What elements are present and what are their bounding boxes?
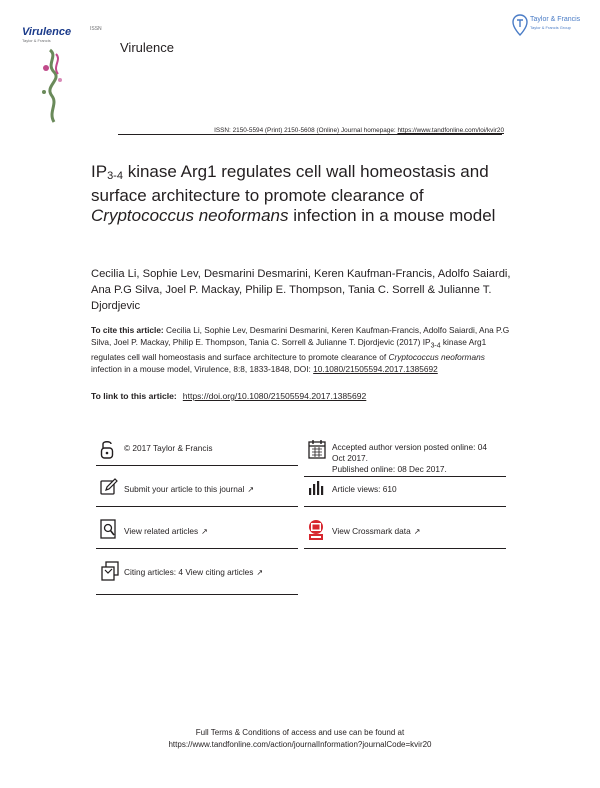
publication-dates (332, 442, 502, 475)
journal-homepage-link[interactable]: https://www.tandfonline.com/loi/kvir20 (397, 127, 504, 134)
submit-article-icon (100, 478, 118, 496)
box-divider (96, 548, 298, 549)
author-list: Cecilia Li, Sophie Lev, Desmarini Desmarini, Keren Kaufman-Francis, Adolfo Saiardi, Ana P.G Silva, Joel P. Mackay, Philip E. Thompson, Tania C. Sorrell & Julianne T. Djordjevic (91, 268, 511, 312)
external-link-icon: ↗ (256, 568, 264, 577)
accepted-date-line-1: Accepted author version posted online: 04 (332, 442, 487, 452)
article-link-line (91, 391, 511, 401)
external-link-icon: ↗ (247, 485, 255, 494)
calendar-icon (308, 439, 326, 459)
box-divider (304, 476, 506, 477)
publisher-logo-text: Taylor & Francis (530, 16, 581, 23)
published-date: Published online: 08 Dec 2017. (332, 464, 447, 474)
cover-brand-text: Virulence (22, 26, 72, 38)
publisher-logo-subtext: Taylor & Francis Group (530, 25, 571, 30)
crossmark-label: View Crossmark data (332, 526, 411, 536)
citation-block (91, 325, 511, 375)
crossmark-icon (308, 519, 324, 541)
issn-text: ISSN: 2150-5594 (Print) 2150-5608 (Online) Journal homepage: (214, 127, 398, 134)
related-articles-label: View related articles (124, 526, 199, 536)
related-articles-link[interactable] (124, 526, 208, 537)
title-text-1: IP (91, 162, 108, 181)
external-link-icon: ↗ (201, 527, 208, 536)
box-divider (96, 465, 298, 466)
citation-subscript: 3-4 (430, 342, 441, 350)
citation-text-1: Cecilia Li, Sophie Lev, Desmarini Desmarini, Keren Kaufman-Francis, Adolfo Saiardi, Ana P.G Silva, Joel P. Mackay, Philip E. Thompson, Tania C. Sorrell & Julianne T. Djordjevic (2017) IP (91, 325, 510, 347)
article-title (91, 162, 521, 226)
box-divider (96, 594, 298, 595)
article-doi-url[interactable]: https://doi.org/10.1080/21505594.2017.1385692 (182, 391, 367, 401)
link-label: To link to this article: (91, 391, 177, 401)
box-divider (96, 506, 298, 507)
footer-terms-url[interactable]: https://www.tandfonline.com/action/journalInformation?journalCode=kvir20 (168, 740, 432, 749)
citation-text-3: infection in a mouse model, Virulence, 8:8, 1833-1848, DOI: (91, 363, 314, 374)
related-articles-icon (100, 519, 118, 539)
citing-articles-label: Citing articles: 4 View citing articles (124, 567, 254, 577)
cover-mini-text: Taylor & Francis (22, 38, 51, 43)
citing-articles-icon (100, 561, 120, 581)
external-link-icon: ↗ (413, 527, 421, 536)
citation-italic: Cryptococcus neoformans (388, 352, 485, 363)
header-divider (118, 134, 502, 135)
title-text-2: kinase Arg1 regulates cell wall homeostasis and surface architecture to promote clearance of (91, 162, 489, 205)
open-access-lock-icon (100, 439, 114, 459)
footer-terms-text: Full Terms & Conditions of access and use can be found at (195, 728, 405, 737)
citing-articles-link[interactable] (124, 567, 263, 578)
box-divider (304, 506, 506, 507)
title-italic: Cryptococcus neoformans (91, 206, 289, 225)
title-text-3: infection in a mouse model (288, 206, 496, 225)
article-views-icon (308, 480, 326, 496)
submit-article-link[interactable] (124, 484, 254, 495)
journal-title: Virulence (120, 40, 174, 55)
title-subscript: 3-4 (107, 170, 123, 182)
citation-label: To cite this article: (91, 325, 164, 335)
copyright-text: © 2017 Taylor & Francis (124, 443, 213, 453)
citation-doi-link[interactable]: 10.1080/21505594.2017.1385692 (313, 363, 438, 374)
article-views: Article views: 610 (332, 484, 397, 494)
cover-label-text: ISSN (90, 26, 102, 32)
accepted-date-line-2: Oct 2017. (332, 453, 368, 463)
crossmark-link[interactable] (332, 526, 420, 537)
submit-article-label: Submit your article to this journal (124, 484, 245, 494)
citation-text-2: kinase Arg1 regulates cell wall homeostasis and surface architecture to promote clearance of (91, 336, 487, 363)
box-divider (304, 548, 506, 549)
issn-line (120, 127, 504, 134)
footer (0, 727, 600, 751)
cover-illustration (36, 46, 76, 126)
taylor-francis-logo (512, 14, 528, 36)
